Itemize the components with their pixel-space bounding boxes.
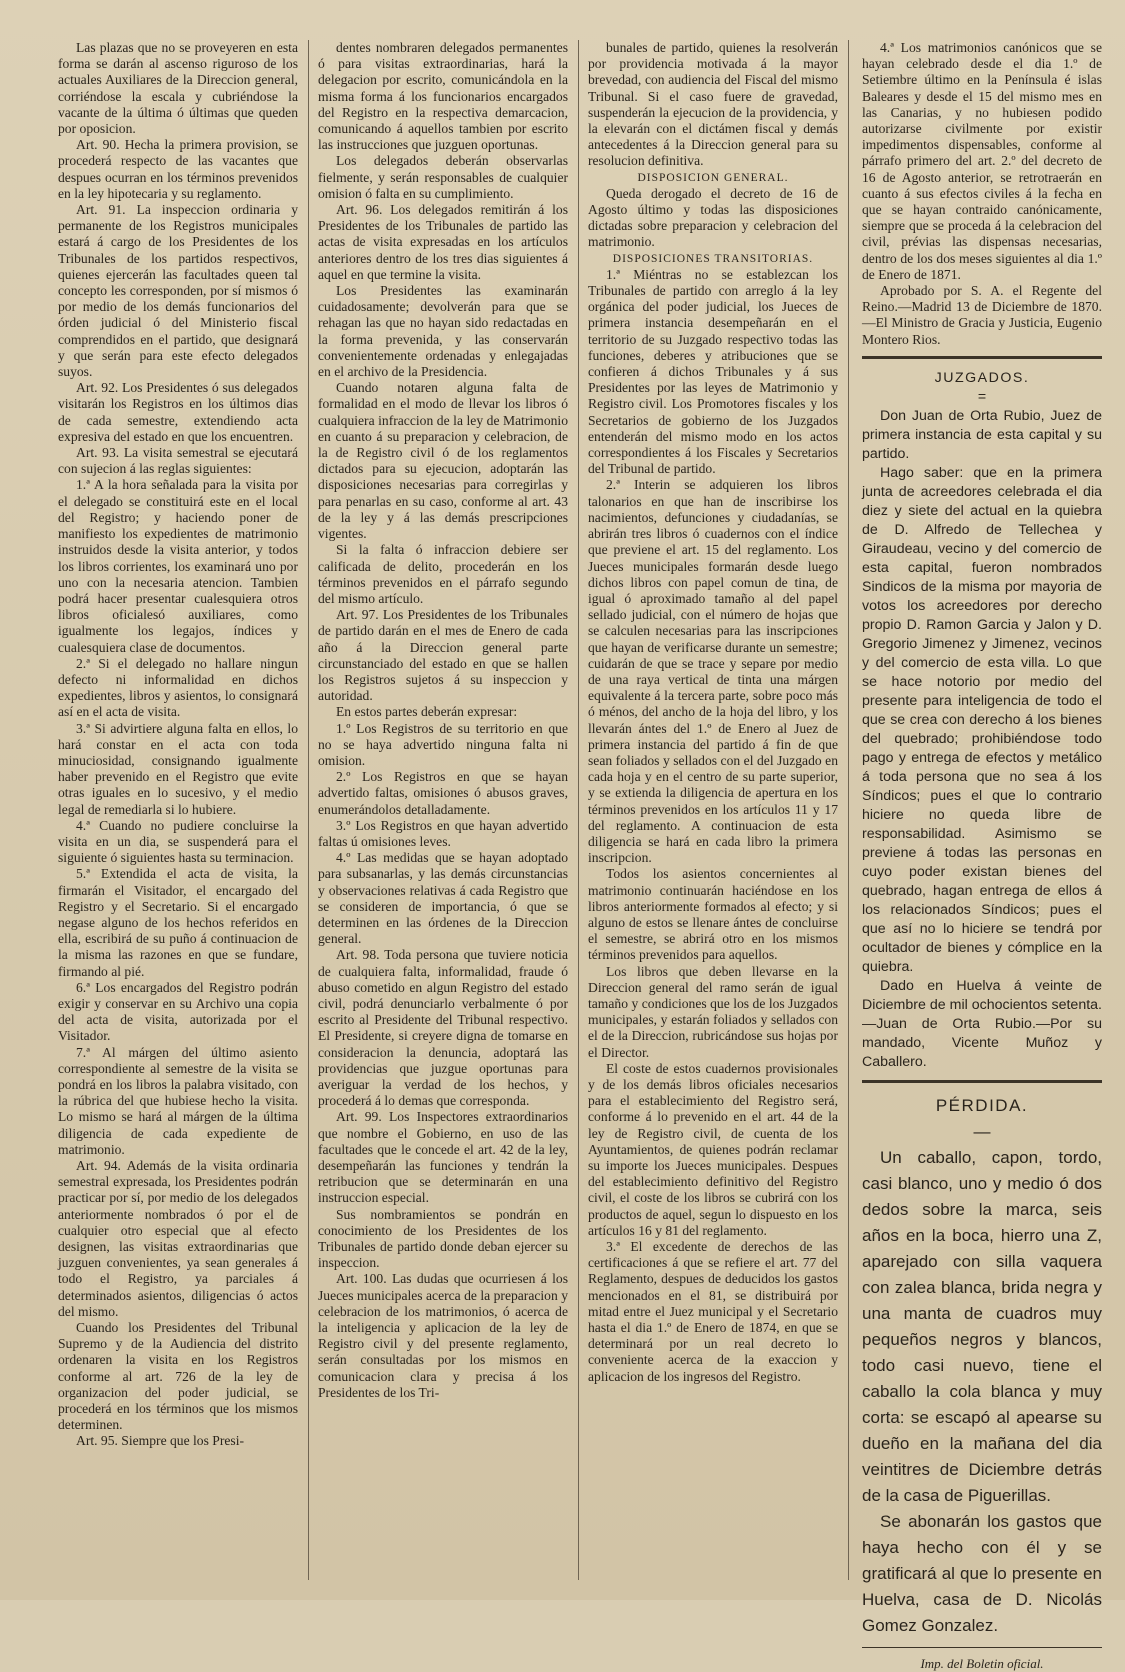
imprint-line: Imp. del Boletin oficial. [920,1655,1044,1671]
paragraph: Todos los asientos concernientes al matrimonio continuarán haciéndose en los libros anteriormente formados al efecto; y si alguno de estos se llenare ántes de concluirse el semestre, se abrirá otro en los mismos términos prevenidos para aquellos. [588,866,838,963]
paragraph: Art. 91. La inspeccion ordinaria y permanente de los Registros municipales estará á cargo de los Presidentes de los Tribunales de los partidos respectivos, quienes ejercerán las facultades queen tal concepto les corresponden, por sí mismos ó por medio de los demás funcionarios del órden judicial ó del Ministerio fiscal comprendidos en el partido, que designará y que serán para este efecto delegados suyos. [58,202,298,380]
paragraph: Si la falta ó infraccion debiere ser calificada de delito, procederán en los términos prevenidos en el párrafo segundo del mismo artículo. [318,542,568,606]
paragraph: Cuando los Presidentes del Tribunal Supremo y de la Audiencia del distrito ordenaren la visita en los Registros conforme al art. 726 de la ley de organizacion del poder judicial, se procederá en los términos que los mismos determinen. [58,1320,298,1433]
paragraph: 5.ª Extendida el acta de visita, la firmarán el Visitador, el encargado del Registro y el Secretario. Si el encargado negase alguno de los hechos referidos en ella, escribirá de su puño á continuacion de la misma las razones en que se fundare, firmando al pié. [58,866,298,979]
paragraph: 3.ª El excedente de derechos de las certificaciones á que se refiere el art. 77 del Reglamento, despues de deducidos los gastos mencionados en el 81, se distribuirá por mitad entre el Juez municipal y el Secretario hasta el dia 1.º de Enero de 1874, en que se determinará por un real decreto lo conveniente acerca de la exaccion y aplicacion de los ingresos del Registro. [588,1239,838,1384]
paragraph: Art. 96. Los delegados remitirán á los Presidentes de los Tribunales de partido las actas de visita expresadas en los artículos anteriores dentro de los tres dias siguientes á aquel en que termine la visita. [318,202,568,282]
paragraph: Art. 99. Los Inspectores extraordinarios que nombre el Gobierno, en uso de las facultades que le concede el art. 42 de la ley, desempeñarán las funciones y tendrán la retribucion que se determinarán en una instruccion especial. [318,1109,568,1206]
paragraph: Art. 100. Las dudas que ocurriesen á los Jueces municipales acerca de la preparacion y celebracion de los matrimonios, ó acerca de la inteligencia y aplicacion de la ley de Registro civil y del presente reglamento, serán consultadas por los mismos en comunicacion clara y precisa á los Presidentes de los Tri- [318,1271,568,1400]
paragraph: 3.ª Si advirtiere alguna falta en ellos, lo hará constar en el acta con toda minuciosidad, consignando igualmente haber prevenido en el Registro que evite otras iguales en lo sucesivo, y el medio legal de remediarla si lo hubiere. [58,720,298,817]
column-4 [862,40,1102,1671]
perdida-text [862,1145,1102,1639]
paragraph: 4.ª Cuando no pudiere concluirse la visita en un dia, se suspenderá para el siguiente ó siguientes hasta su terminacion. [58,817,298,866]
perdida-dash: — [973,1121,991,1141]
column-3-text-b [588,186,838,251]
juzgados-dash: = [977,388,987,405]
section-divider [862,1080,1102,1083]
section-divider [862,356,1102,359]
paragraph: Art. 93. La visita semestral se ejecutará con sujecion á las reglas siguientes: [58,445,298,477]
paragraph: Art. 95. Siempre que los Presi- [76,1433,245,1449]
perdida-title: PÉRDIDA. [935,1095,1029,1115]
column-1-text [58,40,298,1450]
paragraph: Hago saber: que en la primera junta de acreedores celebrada el dia diez y siete del actual en la quiebra de D. Alfredo de Tellechea y Giraudeau, vecino y del comercio de esta capital, fueron nombrados Sindicos de la misma por mayoria de votos los acreedores por derecho propio D. Ramon Garcia y Jalon y D. Gregorio Jimenez y Jimenez, vecinos y del comercio de esta villa. Lo que se hace notorio por medio del presente para inteligencia de todo el que se crea con derecho á los bienes del quebrado; prohibiéndose todo pago y entrega de efectos y metálico á toda persona que no sea á los Síndicos; pues el que lo contrario hiciere no queda libre de responsabilidad. Asimismo se previene á todas las personas en cuyo poder existan bienes del quebrado, hagan entrega de ellos á los relacionados Síndicos; pues el que así no lo hiciere se tendrá por ocultador de bienes y cómplice en la quiebra. [862,464,1102,975]
column-rule [578,40,579,1580]
section-heading-transitory: DISPOSICIONES TRANSITORIAS. [612,252,814,265]
column-rule [848,40,849,1580]
paragraph: 3.º Los Registros en que hayan advertido faltas ú omisiones leves. [318,817,568,849]
paragraph: Se abonarán los gastos que haya hecho con él y se gratificará al que lo presente en Huelva, casa de D. Nicolás Gomez Gonzalez. [862,1511,1102,1635]
paragraph: 4.º Las medidas que se hayan adoptado para subsanarlas, y las demás circunstancias y observaciones relativas á cada Registro que se consideren de importancia, ó que se determinen en las órdenes de la Direccion general. [318,850,568,947]
juzgados-title: JUZGADOS. [934,369,1030,386]
paragraph: 1.º Los Registros de su territorio en que no se haya advertido ninguna falta ni omision. [318,720,568,768]
paragraph: 1.ª A la hora señalada para la visita por el delegado se constituirá este en el local del Registro; y haciendo poner de manifiesto los expedientes de matrimonio instruidos desde la visita anterior, y todos los libros corrientes, los examinará uno por uno con la necesaria atencion. Tambien podrá hacer presentar cualesquiera otros libros oficialesó auxiliares, como igualmente los legajos, índices y cualesquiera clase de documentos. [58,477,298,655]
paragraph: Art. 97. Los Presidentes de los Tribunales de partido darán en el mes de Enero de cada año á la Direccion general parte circunstanciado del estado en que se hallen los Registros sujetos á su inspeccion y autoridad. [318,607,568,704]
juzgados-section [862,369,1102,1072]
paragraph: 2.ª Si el delegado no hallare ningun defecto ni informalidad en dichos expedientes, libros y asientos, lo consignará así en el acta de visita. [58,655,298,720]
paragraph: En estos partes deberán expresar: [336,704,518,720]
paragraph: Los libros que deben llevarse en la Direccion general del ramo serán de igual tamaño y condiciones que los de los Juzgados municipales, y estarán foliados y sellados con el de la Direccion, rubricándose sus hojas por el Director. [588,963,838,1060]
column-3-text-a [588,40,838,170]
paragraph: Cuando notaren alguna falta de formalidad en el modo de llevar los libros ó cualquiera infraccion de la ley de Matrimonio en cuanto á su preparacion y celebracion, de la de Registro civil ó de los reglamentos dictados para su ejecucion, adoptarán las disposiciones necesarias para corregirlas y para penarlas en su caso, conforme al art. 43 de la ley y á las demás prescripciones vigentes. [318,380,568,542]
column-3-text-c [588,267,838,1385]
perdida-section [862,1093,1102,1639]
column-3 [588,40,838,1580]
paragraph: 4.ª Los matrimonios canónicos que se hayan celebrado desde el dia 1.º de Setiembre último en la Península é islas Baleares y desde el 15 del mismo mes en las Canarias, y no hubiesen podido autorizarse civilmente por existir impedimentos dispensables, conforme al párrafo primero del art. 2.º del decreto de 16 de Agosto anterior, se retrotraerán en cuanto á sus efectos civiles á la fecha en que se hayan contraido canónicamente, siempre que se proceda á la celebracion del civil, prévias las dispensas necesarias, dentro de los dos meses siguientes al dia 1.º de Enero de 1871. [862,40,1102,282]
column-2-text [318,40,568,1401]
paragraph: 1.ª Miéntras no se establezcan los Tribunales de partido con arreglo á la ley orgánica del poder judicial, los Jueces de primera instancia desempeñarán en el territorio de su Juzgado respectivo todas las funciones, deberes y atribuciones que se confieren á dichos Tribunales y á sus Presidentes por las leyes de Matrimonio y Registro civil. Los Promotores fiscales y los Secretarios de gobierno de los Juzgados entenderán del mismo modo en los actos correspondientes á los Fiscales y Secretarios del Tribunal de partido. [588,266,838,477]
juzgados-text [862,407,1102,1072]
paragraph: 6.ª Los encargados del Registro podrán exigir y conservar en su Archivo una copia del acta de visita, autorizada por el Visitador. [58,979,298,1044]
paragraph: El coste de estos cuadernos provisionales y de los demás libros oficiales necesarios para el establecimiento del Registro será, conforme á lo prevenido en el art. 44 de la ley de Registro civil, de cuenta de los Ayuntamientos, de quienes podrán reclamar su importe los Jueces municipales. Despues del establecimiento definitivo del Registro civil, el coste de los libros se cubrirá con los productos de aquel, segun lo dispuesto en los artículos 16 y 81 del reglamento. [588,1060,838,1238]
paragraph: Los Presidentes las examinarán cuidadosamente; devolverán para que se rehagan las que no hayan sido redactadas en la forma prevenida, y las conservarán convenientemente ordenadas y enlegajadas en el archivo de la Presidencia. [318,283,568,380]
paragraph: 2.ª Interin se adquieren los libros talonarios en que han de inscribirse los nacimientos, defunciones y ciudadanías, se abrirán tres libros ó cuadernos con el índice que previene el art. 15 del reglamento. Los Jueces municipales formarán desde luego dichos libros con papel comun de tina, de igual ó aproximado tamaño al del papel sellado judicial, con el número de hojas que se calculen necesarias para las inscripciones que hayan de verificarse durante un semestre; cuidarán de que se trace y separe por medio de una raya vertical de tinta una márgen equivalente á la tercera parte, sobre poco más ó ménos, del ancho de la hoja del libro, y los llevarán ántes del 1.º de Enero al Juez de primera instancia del partido á fin de que sean foliados y sellados con el del Juzgado en cada hoja y en el centro de su parte superior, y se extienda la diligencia de apertura en los términos prevenidos en los artículos 11 y 17 del reglamento. A continuacion de esta diligencia se hará en cada libro la primera inscripcion. [588,477,838,866]
paragraph: 2.º Los Registros en que se hayan advertido faltas, omisiones ó abusos graves, enumerándolos detalladamente. [318,769,568,817]
column-1 [58,40,298,1580]
footer-rule [862,1647,1102,1648]
paragraph: Queda derogado el decreto de 16 de Agosto último y todas las disposiciones dictadas sobre preparacion y celebracion del matrimonio. [588,185,838,250]
column-2 [318,40,568,1580]
paragraph: Aprobado por S. A. el Regente del Reino.—Madrid 13 de Diciembre de 1870.—El Ministro de Gracia y Justicia, Eugenio Montero Rios. [862,283,1102,347]
paragraph: bunales de partido, quienes la resolverán por providencia motivada á la mayor brevedad, con audiencia del Fiscal del mismo Tribunal. Si el caso fuere de gravedad, suspenderán la ejecucion de la providencia, y la elevarán con el dictámen fiscal y demás antecedentes á la Direccion general para su resolucion definitiva. [588,40,838,169]
paragraph: dentes nombraren delegados permanentes ó para visitas extraordinarias, hará la delegacion por escrito, comunicándola en la misma forma á los funcionarios encargados del Registro en la respectiva demarcacion, comunicando á aquellos tambien por escrito las instrucciones que juzguen oportunas. [318,40,568,153]
paragraph: Art. 94. Además de la visita ordinaria semestral expresada, los Presidentes podrán practicar por sí, por medio de los delegados anteriormente nombrados ó por el de cualquier otro especial que al efecto designen, las visitas extraordinarias que juzguen convenientes, ya sean generales á todo el Registro, ya parciales á determinados asientos, diligencias ó actos del mismo. [58,1158,298,1319]
paragraph: Las plazas que no se proveyeren en esta forma se darán al ascenso riguroso de los actuales Auxiliares de la Direccion general, corriéndose la escala y cubriéndose la vacante de la última ó últimas que queden por oposicion. [58,40,298,137]
column-4-text-a [862,40,1102,348]
section-heading-general: DISPOSICION GENERAL. [637,171,789,184]
paragraph: Un caballo, capon, tordo, casi blanco, uno y medio ó dos dedos sobre la marca, seis años en la boca, hierro una Z, aparejado con silla vaquera con zalea blanca, brida negra y una manta de cuadros muy pequeños negros y blancos, todo casi nuevo, tiene el caballo la cola blanca y muy corta: se escapó al apearse su dueño en la mañana del dia veintitres de Diciembre detrás de la casa de Piguerillas. [862,1147,1102,1505]
paragraph: Art. 98. Toda persona que tuviere noticia de cualquiera falta, informalidad, fraude ó abuso cometido en algun Registro del estado civil, podrá denunciarlo verbalmente ó por escrito al Presidente del Tribunal respectivo. El Presidente, si creyere digna de tomarse en consideracion la denuncia, adoptará las providencias que juzgue oportunas para averiguar la verdad de los hechos, y procederá á lo demas que corresponda. [318,947,568,1109]
paragraph: Los delegados deberán observarlas fielmente, y serán responsables de cualquier omision ó falta en su cumplimiento. [318,153,568,201]
paragraph: Sus nombramientos se pondrán en conocimiento de los Presidentes de los Tribunales de partido donde deban ejercer su inspeccion. [318,1206,568,1271]
paragraph: Art. 90. Hecha la primera provision, se procederá respecto de las vacantes que despues ocurran en los términos prevenidos en la ley hipotecaria y su reglamento. [58,137,298,201]
paragraph: Don Juan de Orta Rubio, Juez de primera instancia de esta capital y su partido. [862,407,1102,462]
paragraph: Art. 92. Los Presidentes ó sus delegados visitarán los Registros en los últimos dias de cada semestre, extendiendo acta expresiva del estado en que los encuentren. [58,380,298,444]
column-rule [308,40,309,1580]
paragraph: 7.ª Al márgen del último asiento correspondiente al semestre de la visita se pondrá en los libros la palabra visitado, con la rúbrica del que hubiese hecho la visita. Lo mismo se hará al márgen de la última diligencia de cada expediente de matrimonio. [58,1044,298,1157]
paragraph: Dado en Huelva á veinte de Diciembre de mil ochocientos setenta.—Juan de Orta Rubio.—Por su mandado, Vicente Muñoz y Caballero. [862,977,1102,1070]
